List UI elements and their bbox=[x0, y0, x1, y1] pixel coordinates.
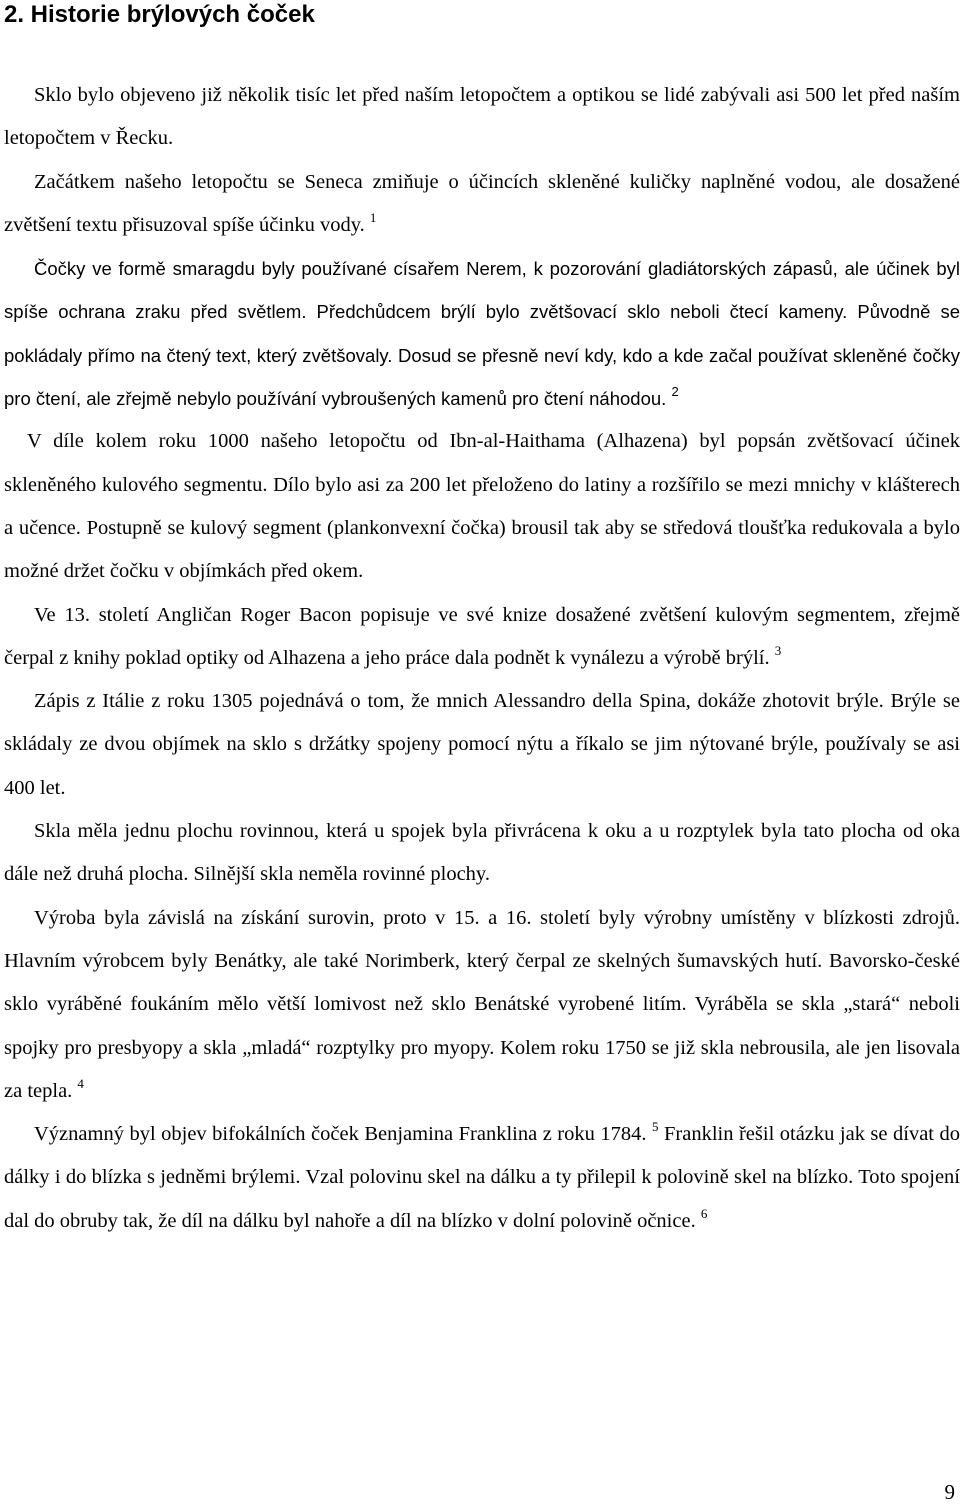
paragraph-7-text: Skla měla jednu plochu rovinnou, která u spojek byla přivrácena k oku a u rozptylek byla tato plocha od oka dále než druhá plocha. Silnější skla neměla rovinné plochy. bbox=[4, 820, 960, 886]
chapter-heading: 2. Historie brýlových čoček bbox=[4, 1, 315, 28]
paragraph-2 bbox=[4, 161, 960, 248]
paragraph-2-text: Začátkem našeho letopočtu se Seneca zmiňuje o účincích skleněné kuličky naplněné vodou, ale dosažené zvětšení textu přisuzoval spíše účinku vody. bbox=[4, 170, 960, 236]
paragraph-9b-text: Franklin řešil otázku jak se dívat do dálky i do blízka s jedněmi brýlemi. Vzal polovinu skel na dálku a ty přilepil k polovině skel na blízko. Toto spojení dal do obruby tak, že díl na dálku byl nahoře a díl na blízko v dolní polovině očnice. bbox=[4, 1123, 960, 1232]
footnote-ref-4: 4 bbox=[77, 1075, 84, 1091]
paragraph-4-text: V díle kolem roku 1000 našeho letopočtu od Ibn-al-Haithama (Alhazena) byl popsán zvětšovací účinek skleněného kulového segmentu. Dílo bylo asi za 200 let přeloženo do latiny a rozšířilo se mezi mnichy v klášterech a učence. Postupně se kulový segment (plankonvexní čočka) brousil tak aby se středová tloušťka redukovala a bylo možné držet čočku v objímkách před okem. bbox=[4, 430, 960, 583]
paragraph-4 bbox=[4, 420, 960, 593]
paragraph-9 bbox=[4, 1113, 960, 1243]
paragraph-3c-text: Původně se pokládaly přímo na čtený text, který zvětšovaly. bbox=[4, 301, 960, 366]
paragraph-5-text: Ve 13. století Angličan Roger Bacon popisuje ve své knize dosažené zvětšení kulovým segmentem, zřejmě čerpal z knihy poklad optiky od Alhazena a jeho práce dala podnět k vynálezu a výrobě brýlí. bbox=[4, 603, 960, 669]
paragraph-3a-text: Čočky ve formě smaragdu byly používané císařem Nerem, k pozorování gladiátorských zápasů, ale účinek byl spíše ochrana zraku před světlem. bbox=[4, 258, 960, 323]
paragraph-3b-text: Předchůdcem brýlí bylo zvětšovací sklo neboli čtecí kameny. bbox=[316, 301, 848, 323]
paragraph-1 bbox=[4, 74, 960, 161]
paragraph-7 bbox=[4, 810, 960, 897]
paragraph-5 bbox=[4, 594, 960, 681]
footnote-ref-3: 3 bbox=[774, 642, 782, 658]
footnote-ref-1: 1 bbox=[369, 209, 377, 225]
paragraph-8 bbox=[4, 897, 960, 1113]
footnote-ref-6: 6 bbox=[700, 1205, 708, 1221]
footnote-ref-2: 2 bbox=[671, 384, 679, 400]
paragraph-6-text: Zápis z Itálie z roku 1305 pojednává o tom, že mnich Alessandro della Spina, dokáže zhotovit brýle. Brýle se skládaly ze dvou objímek na sklo s držátky spojeny pomocí nýtu a říkalo se jim nýtované brýle, používaly se asi 400 let. bbox=[4, 690, 960, 799]
paragraph-3 bbox=[4, 247, 960, 420]
paragraph-9a-text: Významný byl objev bifokálních čoček Benjamina Franklina z roku 1784. bbox=[34, 1123, 647, 1146]
chapter-body bbox=[4, 74, 960, 1243]
paragraph-6 bbox=[4, 680, 960, 810]
paragraph-8-text: Výroba byla závislá na získání surovin, proto v 15. a 16. století byly výrobny umístěny v blízkosti zdrojů. Hlavním výrobcem byly Benátky, ale také Norimberk, který čerpal ze skelných šumavských hutí. Bavorsko-české sklo vyráběné foukáním mělo větší lomivost než sklo Benátské vyrobené litím. Vyráběla se skla „stará“ neboli spojky pro presbyopy a skla „mladá“ rozptylky pro myopy. Kolem roku 1750 se již skla nebrousila, ale jen lisovala za tepla. bbox=[4, 906, 960, 1102]
page-number: 9 bbox=[944, 1480, 955, 1504]
paragraph-3d-text: Dosud se přesně neví kdy, kdo a kde začal používat skleněné čočky pro čtení, ale zřejmě nebylo používání vybroušených kamenů pro čtení náhodou. bbox=[4, 344, 960, 410]
paragraph-1-text: Sklo bylo objeveno již několik tisíc let před naším letopočtem a optikou se lidé zabývali asi 500 let před naším letopočtem v Řecku. bbox=[4, 84, 960, 150]
footnote-ref-5: 5 bbox=[652, 1119, 659, 1135]
